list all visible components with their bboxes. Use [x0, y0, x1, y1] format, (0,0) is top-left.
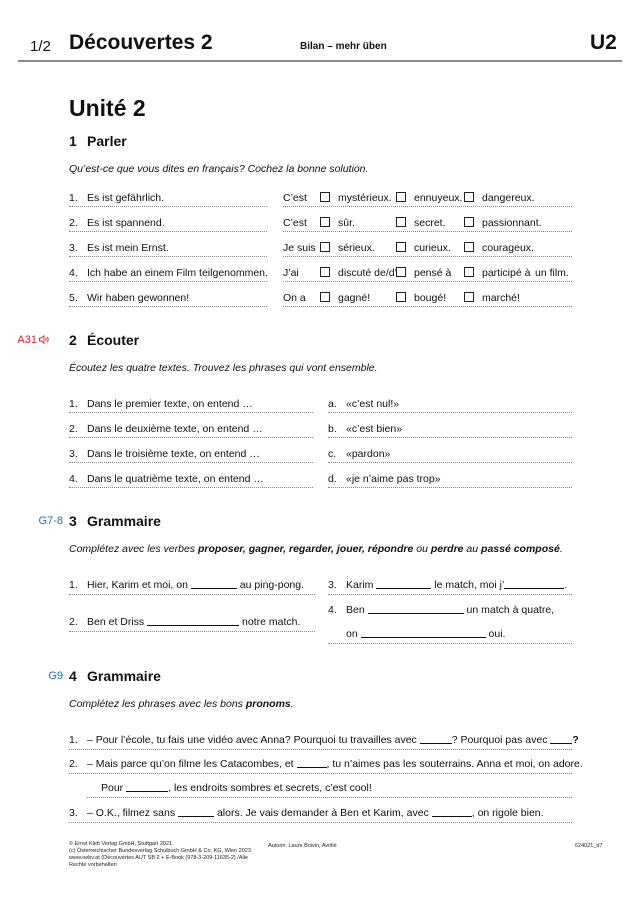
item-text: alors. Je vais demander à Ben et Karim, avec [216, 807, 429, 819]
answer-blank[interactable] [368, 613, 464, 614]
dotted-rule [328, 462, 572, 463]
item-text: ? Pourquoi pas avec [451, 734, 548, 746]
sentence-start: C’est [283, 192, 307, 204]
audio-track-marker [9, 334, 49, 346]
option-letter: d. [328, 473, 337, 485]
dotted-rule [328, 437, 572, 438]
checkbox[interactable] [320, 242, 330, 252]
header-subtitle: Bilan – mehr üben [300, 41, 387, 52]
book-title: Découvertes 2 [69, 31, 213, 54]
item-text: Dans le troisième texte, on entend … [87, 448, 260, 460]
exercise-2-item [69, 448, 260, 460]
dotted-rule [283, 256, 572, 257]
german-phrase: Es ist mein Ernst. [87, 242, 169, 254]
section-2-instruction: Écoutez les quatre textes. Trouvez les phrases qui vont ensemble. [69, 362, 378, 374]
exercise-1-item [69, 192, 164, 204]
instr-emphasis: pronoms [245, 698, 291, 710]
sentence-start: J’ai [283, 267, 299, 279]
section-3-title [69, 513, 161, 529]
option-label: sérieux. [338, 242, 375, 254]
dotted-rule [69, 487, 313, 488]
dotted-rule [283, 281, 572, 282]
item-text: Ben et Driss [87, 616, 145, 628]
item-text: Pour [101, 782, 124, 794]
item-number: 1. [69, 734, 78, 746]
item-number: 3. [328, 579, 337, 591]
section-3-instruction [69, 543, 563, 555]
sentence-start: Je suis [283, 242, 316, 254]
dotted-rule [69, 412, 313, 413]
exercise-1-item [69, 242, 169, 254]
item-text: Hier, Karim et moi, on [87, 579, 188, 591]
copyright-line: © Ernst Klett Verlag GmbH, Stuttgart 2021 [69, 841, 173, 847]
option-label: ennuyeux. [414, 192, 463, 204]
page-number: 1/2 [30, 38, 51, 55]
item-text: Dans le quatrième texte, on entend … [87, 473, 264, 485]
dotted-rule [69, 206, 267, 207]
option-label: passionnant. [482, 217, 542, 229]
matching-option [328, 473, 441, 485]
checkbox[interactable] [396, 242, 406, 252]
option-label: pensé à [414, 267, 452, 279]
instr-tense: passé composé [481, 543, 560, 555]
copyright-line: www.oebv.at (Découvertes AUT SB 2 + E-Book (978-3-209-11635-2) /Alle [69, 855, 248, 861]
option-label: participé à [482, 267, 531, 279]
option-letter: c. [328, 448, 337, 460]
section-number: 1 [69, 133, 77, 149]
answer-option[interactable] [396, 242, 451, 254]
option-quote: «je n’aime pas trop» [346, 473, 441, 485]
option-label: sûr. [338, 217, 355, 229]
answer-blank[interactable] [432, 816, 472, 817]
answer-blank[interactable] [126, 791, 168, 792]
track-label: A31 [17, 334, 37, 346]
item-text: un match à quatre, [466, 604, 555, 616]
footer-author: Autorin: Laure Boivin, Avrillé [268, 843, 337, 849]
matching-option [328, 448, 390, 460]
item-text: au ping-pong. [239, 579, 305, 591]
item-number: 3. [69, 242, 78, 254]
option-label: secret. [414, 217, 446, 229]
dotted-rule [328, 643, 572, 644]
dotted-rule [69, 631, 315, 632]
answer-option[interactable] [320, 267, 397, 279]
dotted-rule [69, 822, 572, 823]
answer-blank[interactable] [550, 743, 572, 744]
instr-text: ou [413, 543, 431, 555]
item-number: 3. [69, 807, 78, 819]
answer-option[interactable] [464, 242, 534, 254]
checkbox[interactable] [464, 292, 474, 302]
checkbox[interactable] [320, 292, 330, 302]
instr-text: Complétez avec les verbes [69, 543, 198, 555]
section-label: Parler [87, 133, 127, 149]
item-text: notre match. [242, 616, 301, 628]
exercise-2-item [69, 398, 253, 410]
exercise-2-item [69, 473, 264, 485]
header-divider [18, 60, 622, 62]
sentence-end: un film. [535, 267, 569, 279]
item-number: 2. [69, 423, 78, 435]
option-letter: b. [328, 423, 337, 435]
dotted-rule [69, 437, 313, 438]
checkbox[interactable] [320, 267, 330, 277]
option-label: curieux. [414, 242, 451, 254]
item-number: 1. [69, 398, 78, 410]
copyright-line: (c) Österreichischer Bundesverlag Schulbuch GmbH & Co. KG, Wien 2023 [69, 848, 251, 854]
exercise-1-item [69, 292, 189, 304]
german-phrase: Ich habe an einem Film teilgenommen. [87, 267, 268, 279]
instr-verbs: proposer, gagner, regarder, jouer, répondre [197, 543, 414, 555]
section-label: Grammaire [87, 668, 161, 684]
instr-text: . [559, 543, 563, 555]
section-1-title [69, 133, 127, 149]
section-number: 2 [69, 332, 77, 348]
checkbox[interactable] [396, 217, 406, 227]
section-2-title [69, 332, 139, 348]
checkbox[interactable] [464, 242, 474, 252]
item-text: Karim [346, 579, 374, 591]
exercise-4-item-3 [69, 807, 544, 819]
exercise-1-item [69, 267, 268, 279]
answer-option[interactable] [320, 292, 370, 304]
exercise-1-item [69, 217, 165, 229]
option-label: marché! [482, 292, 520, 304]
section-1-instruction: Qu’est-ce que vous dites en français? Cochez la bonne solution. [69, 163, 369, 175]
item-number: 3. [69, 448, 78, 460]
item-number: 2. [69, 616, 78, 628]
checkbox[interactable] [464, 217, 474, 227]
checkbox[interactable] [396, 267, 406, 277]
dotted-rule [69, 231, 267, 232]
unit-code: U2 [590, 31, 617, 54]
item-text: , tu n’aimes pas les souterrains. Anna et moi, on adore. [326, 758, 583, 770]
answer-option[interactable] [464, 192, 535, 204]
option-label: gagné! [338, 292, 371, 304]
dotted-rule [69, 306, 267, 307]
dotted-rule [283, 306, 572, 307]
checkbox[interactable] [464, 267, 474, 277]
answer-blank[interactable] [361, 637, 486, 638]
answer-option[interactable] [464, 267, 530, 279]
section-label: Grammaire [87, 513, 161, 529]
dotted-rule [283, 231, 572, 232]
dotted-rule [328, 412, 572, 413]
speaker-icon [39, 335, 49, 344]
item-number: 5. [69, 292, 78, 304]
instr-text: au [463, 543, 482, 555]
item-text: – O.K., filmez sans [87, 807, 176, 819]
german-phrase: Es ist spannend. [87, 217, 165, 229]
exercise-4-item-1 [69, 734, 579, 746]
dotted-rule [69, 281, 267, 282]
checkbox[interactable] [320, 192, 330, 202]
matching-option [328, 398, 399, 410]
option-quote: «c’est nul!» [346, 398, 400, 410]
dotted-rule [69, 749, 572, 750]
option-quote: «pardon» [346, 448, 391, 460]
item-number: 4. [328, 604, 337, 616]
item-number: 4. [69, 267, 78, 279]
item-number: 1. [69, 192, 78, 204]
item-number: 1. [69, 579, 78, 591]
exercise-3-item-4-line-2 [346, 628, 505, 640]
answer-option[interactable] [396, 267, 451, 279]
sentence-start: On a [283, 292, 306, 304]
dotted-rule [69, 462, 313, 463]
section-number: 4 [69, 668, 77, 684]
option-label: mystérieux. [338, 192, 392, 204]
dotted-rule [69, 256, 267, 257]
item-text: – Mais parce qu’on filme les Catacombes, et [87, 758, 294, 770]
item-text: , les endroits sombres et secrets, c’est cool! [168, 782, 372, 794]
grammar-ref-marker: G9 [48, 670, 63, 682]
item-number: 2. [69, 758, 78, 770]
german-phrase: Es ist gefährlich. [87, 192, 165, 204]
option-quote: «c’est bien» [346, 423, 403, 435]
exercise-3-item-4 [328, 604, 554, 616]
dotted-rule [328, 487, 572, 488]
option-letter: a. [328, 398, 337, 410]
dotted-rule [283, 206, 572, 207]
answer-option[interactable] [464, 217, 542, 229]
item-text: – Pour l’école, tu fais une vidéo avec Anna? Pourquoi tu travailles avec [87, 734, 417, 746]
item-text: on [346, 628, 358, 640]
answer-blank[interactable] [191, 588, 237, 589]
item-text: Ben [346, 604, 365, 616]
section-number: 3 [69, 513, 77, 529]
answer-option[interactable] [320, 217, 355, 229]
section-4-instruction [69, 698, 294, 710]
answer-option[interactable] [396, 217, 446, 229]
exercise-3-item-3 [328, 579, 567, 591]
item-text: . [564, 579, 568, 591]
option-label: discuté de/d’ [338, 267, 397, 279]
exercise-2-item [69, 423, 263, 435]
item-text: , on rigole bien. [471, 807, 544, 819]
answer-blank[interactable] [504, 588, 564, 589]
dotted-rule [69, 594, 315, 595]
exercise-4-item-2 [69, 758, 583, 770]
answer-blank[interactable] [376, 588, 431, 589]
exercise-3-item-1 [69, 579, 304, 591]
exercise-4-item-2-line-2 [101, 782, 372, 794]
instr-text: . [290, 698, 294, 710]
answer-blank[interactable] [178, 816, 214, 817]
checkbox[interactable] [464, 192, 474, 202]
answer-blank[interactable] [420, 743, 452, 744]
answer-blank[interactable] [297, 767, 327, 768]
dotted-rule [87, 797, 572, 798]
matching-option [328, 423, 402, 435]
option-label: courageux. [482, 242, 534, 254]
item-text: ? [572, 734, 579, 746]
dotted-rule [328, 594, 572, 595]
footer-copyright [69, 841, 251, 869]
answer-option[interactable] [320, 192, 392, 204]
checkbox[interactable] [396, 192, 406, 202]
instr-verb: perdre [430, 543, 464, 555]
grammar-ref-marker: G7-8 [38, 515, 63, 527]
item-number: 4. [69, 473, 78, 485]
answer-option[interactable] [464, 292, 520, 304]
option-label: bougé! [414, 292, 447, 304]
item-number: 2. [69, 217, 78, 229]
answer-blank[interactable] [147, 625, 239, 626]
section-label: Écouter [87, 332, 140, 348]
answer-option[interactable] [396, 292, 446, 304]
instr-text: Complétez les phrases avec les bons [69, 698, 246, 710]
item-text: Dans le premier texte, on entend … [87, 398, 253, 410]
item-text: le match, moi j’ [434, 579, 505, 591]
sentence-start: C’est [283, 217, 307, 229]
section-4-title [69, 668, 161, 684]
option-label: dangereux. [482, 192, 535, 204]
item-text: oui. [488, 628, 506, 640]
german-phrase: Wir haben gewonnen! [87, 292, 190, 304]
dotted-rule [69, 773, 572, 774]
footer-code: 624021_d7 [575, 843, 603, 849]
checkbox[interactable] [320, 217, 330, 227]
answer-option[interactable] [396, 192, 462, 204]
exercise-3-item-2 [69, 616, 300, 628]
copyright-line: Rechte vorbehalten [69, 862, 117, 868]
item-text: Dans le deuxième texte, on entend … [87, 423, 263, 435]
answer-option[interactable] [320, 242, 375, 254]
unit-title: Unité 2 [69, 95, 146, 121]
checkbox[interactable] [396, 292, 406, 302]
